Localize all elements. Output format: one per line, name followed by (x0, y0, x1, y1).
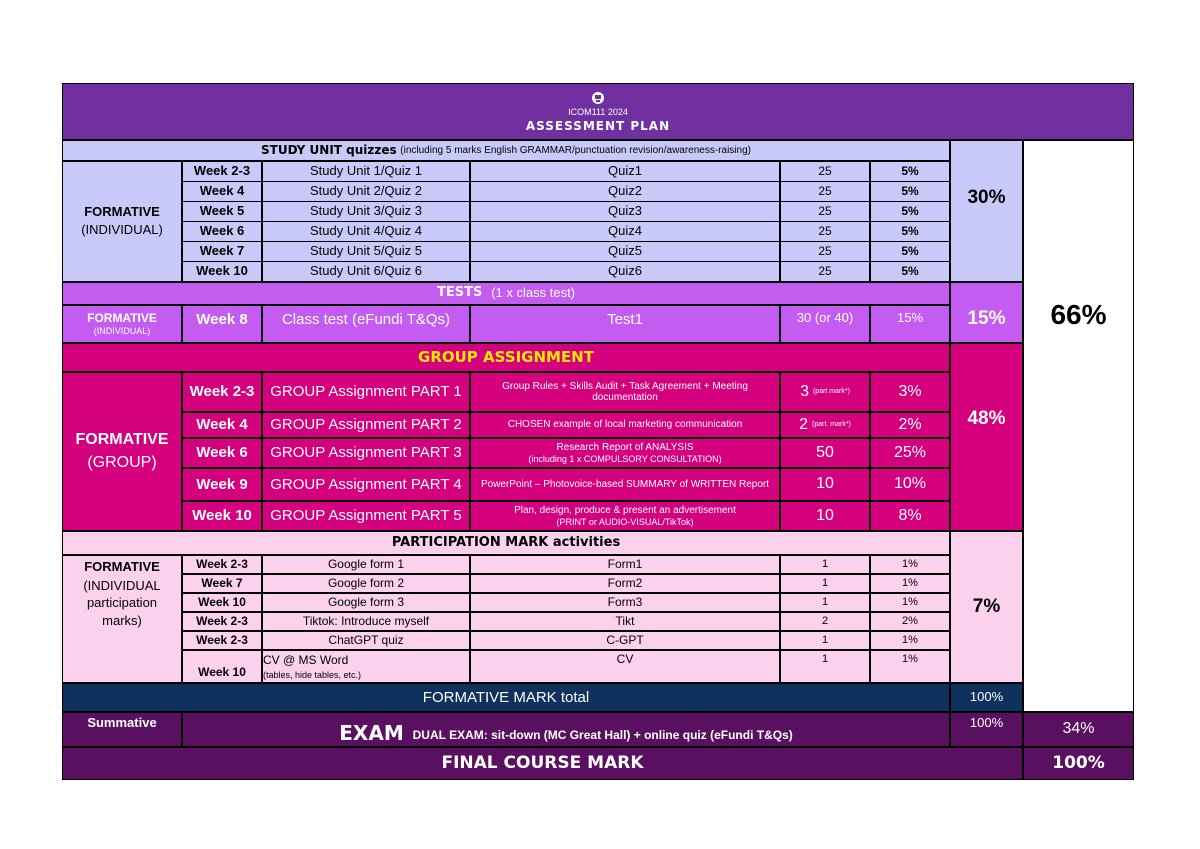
participation-pct: 1% (870, 574, 950, 593)
study-unit-title: STUDY UNIT quizzes (including 5 marks English GRAMMAR/punctuation revision/awareness-raising) (62, 140, 950, 161)
participation-marks: 1 (780, 593, 870, 612)
study-unit-week: Week 10 (182, 261, 262, 282)
study-unit-week: Week 5 (182, 201, 262, 222)
group-description: Research Report of ANALYSIS (including 1 x COMPULSORY CONSULTATION) (470, 438, 780, 468)
group-marks: 10 (780, 468, 870, 501)
participation-item: CV @ MS Word (tables, hide tables, etc.) (262, 650, 470, 683)
group-week: Week 2-3 (182, 372, 262, 412)
group-week: Week 9 (182, 468, 262, 501)
tests-item: Class test (eFundi T&Qs) (262, 305, 470, 343)
study-unit-marks: 25 (780, 161, 870, 182)
group-item: GROUP Assignment PART 2 (262, 412, 470, 438)
participation-marks: 1 (780, 631, 870, 650)
participation-pct: 1% (870, 555, 950, 574)
group-description: Plan, design, produce & present an advertisement (PRINT or AUDIO-VISUAL/TikTok) (470, 501, 780, 531)
summative-weight: 34% (1023, 712, 1134, 747)
study-unit-pct: 5% (870, 201, 950, 222)
group-pct: 2% (870, 412, 950, 438)
study-unit-code: Quiz1 (470, 161, 780, 182)
group-side-label: FORMATIVE (GROUP) (62, 372, 182, 531)
participation-item: Google form 3 (262, 593, 470, 612)
participation-item: Tiktok: Introduce myself (262, 612, 470, 631)
participation-pct: 1% (870, 631, 950, 650)
participation-code: Form2 (470, 574, 780, 593)
group-week: Week 10 (182, 501, 262, 531)
study-unit-week: Week 6 (182, 221, 262, 242)
tests-pct: 15% (870, 305, 950, 343)
study-unit-marks: 25 (780, 201, 870, 222)
participation-code: C-GPT (470, 631, 780, 650)
exam-description: EXAM DUAL EXAM: sit-down (MC Great Hall) + online quiz (eFundi T&Qs) (182, 712, 950, 747)
study-unit-item: Study Unit 1/Quiz 1 (262, 161, 470, 182)
group-week: Week 4 (182, 412, 262, 438)
group-total: 48% (950, 343, 1023, 531)
study-unit-item: Study Unit 5/Quiz 5 (262, 241, 470, 262)
study-unit-week: Week 4 (182, 181, 262, 202)
participation-total: 7% (950, 531, 1023, 683)
formative-total-value: 100% (950, 683, 1023, 712)
group-title: GROUP ASSIGNMENT (62, 343, 950, 372)
group-item: GROUP Assignment PART 1 (262, 372, 470, 412)
university-crest-icon (591, 91, 605, 105)
study-unit-pct: 5% (870, 161, 950, 182)
participation-marks: 1 (780, 574, 870, 593)
participation-marks: 1 (780, 555, 870, 574)
study-unit-total: 30% (950, 140, 1023, 282)
study-unit-code: Quiz2 (470, 181, 780, 202)
study-unit-pct: 5% (870, 241, 950, 262)
participation-code: Form1 (470, 555, 780, 574)
page-title: ASSESSMENT PLAN (525, 119, 671, 134)
tests-code: Test1 (470, 305, 780, 343)
participation-marks: 2 (780, 612, 870, 631)
study-unit-week: Week 2-3 (182, 161, 262, 182)
group-description: PowerPoint – Photovoice-based SUMMARY of WRITTEN Report (470, 468, 780, 501)
participation-week: Week 7 (182, 574, 262, 593)
participation-code: Form3 (470, 593, 780, 612)
group-item: GROUP Assignment PART 5 (262, 501, 470, 531)
participation-pct: 2% (870, 612, 950, 631)
tests-marks: 30 (or 40) (780, 305, 870, 343)
participation-side-label: FORMATIVE (INDIVIDUAL participation marks) (62, 555, 182, 683)
participation-pct: 1% (870, 593, 950, 612)
participation-title: PARTICIPATION MARK activities (62, 531, 950, 555)
study-unit-marks: 25 (780, 221, 870, 242)
group-pct: 3% (870, 372, 950, 412)
group-marks: 10 (780, 501, 870, 531)
study-unit-week: Week 7 (182, 241, 262, 262)
participation-week: Week 2-3 (182, 631, 262, 650)
participation-code: CV (470, 650, 780, 683)
study-unit-code: Quiz6 (470, 261, 780, 282)
participation-week: Week 10 (182, 650, 262, 683)
study-unit-code: Quiz5 (470, 241, 780, 262)
study-unit-pct: 5% (870, 181, 950, 202)
participation-item: ChatGPT quiz (262, 631, 470, 650)
group-marks: 3 (part mark*) (780, 372, 870, 412)
study-unit-code: Quiz4 (470, 221, 780, 242)
study-unit-pct: 5% (870, 221, 950, 242)
study-unit-marks: 25 (780, 261, 870, 282)
group-pct: 10% (870, 468, 950, 501)
tests-title: TESTS (1 x class test) (62, 282, 950, 305)
participation-pct: 1% (870, 650, 950, 683)
group-marks: 2 (part. mark*) (780, 412, 870, 438)
group-marks: 50 (780, 438, 870, 468)
header-banner (62, 83, 1134, 140)
study-unit-item: Study Unit 4/Quiz 4 (262, 221, 470, 242)
course-code: ICOM111 2024 (568, 106, 628, 117)
group-item: GROUP Assignment PART 4 (262, 468, 470, 501)
participation-week: Week 2-3 (182, 555, 262, 574)
study-unit-marks: 25 (780, 181, 870, 202)
formative-overall-weight: 66% (1023, 140, 1134, 712)
study-unit-side-label: FORMATIVE (INDIVIDUAL) (62, 161, 182, 282)
group-description: Group Rules + Skills Audit + Task Agreement + Meeting documentation (470, 372, 780, 412)
group-item: GROUP Assignment PART 3 (262, 438, 470, 468)
assessment-plan-table (62, 83, 1134, 780)
participation-item: Google form 1 (262, 555, 470, 574)
tests-total: 15% (950, 282, 1023, 343)
study-unit-item: Study Unit 3/Quiz 3 (262, 201, 470, 222)
study-unit-item: Study Unit 6/Quiz 6 (262, 261, 470, 282)
participation-code: Tikt (470, 612, 780, 631)
group-pct: 8% (870, 501, 950, 531)
group-pct: 25% (870, 438, 950, 468)
final-course-mark-value: 100% (1023, 747, 1134, 780)
tests-week: Week 8 (182, 305, 262, 343)
participation-week: Week 2-3 (182, 612, 262, 631)
study-unit-code: Quiz3 (470, 201, 780, 222)
summative-label: Summative (62, 712, 182, 747)
participation-week: Week 10 (182, 593, 262, 612)
study-unit-item: Study Unit 2/Quiz 2 (262, 181, 470, 202)
study-unit-pct: 5% (870, 261, 950, 282)
summative-value: 100% (950, 712, 1023, 747)
tests-side-label: FORMATIVE (INDIVIDUAL) (62, 305, 182, 343)
final-course-mark-label: FINAL COURSE MARK (62, 747, 1023, 780)
participation-marks: 1 (780, 650, 870, 683)
study-unit-marks: 25 (780, 241, 870, 262)
participation-item: Google form 2 (262, 574, 470, 593)
formative-total-label: FORMATIVE MARK total (62, 683, 950, 712)
group-description: CHOSEN example of local marketing communication (470, 412, 780, 438)
group-week: Week 6 (182, 438, 262, 468)
